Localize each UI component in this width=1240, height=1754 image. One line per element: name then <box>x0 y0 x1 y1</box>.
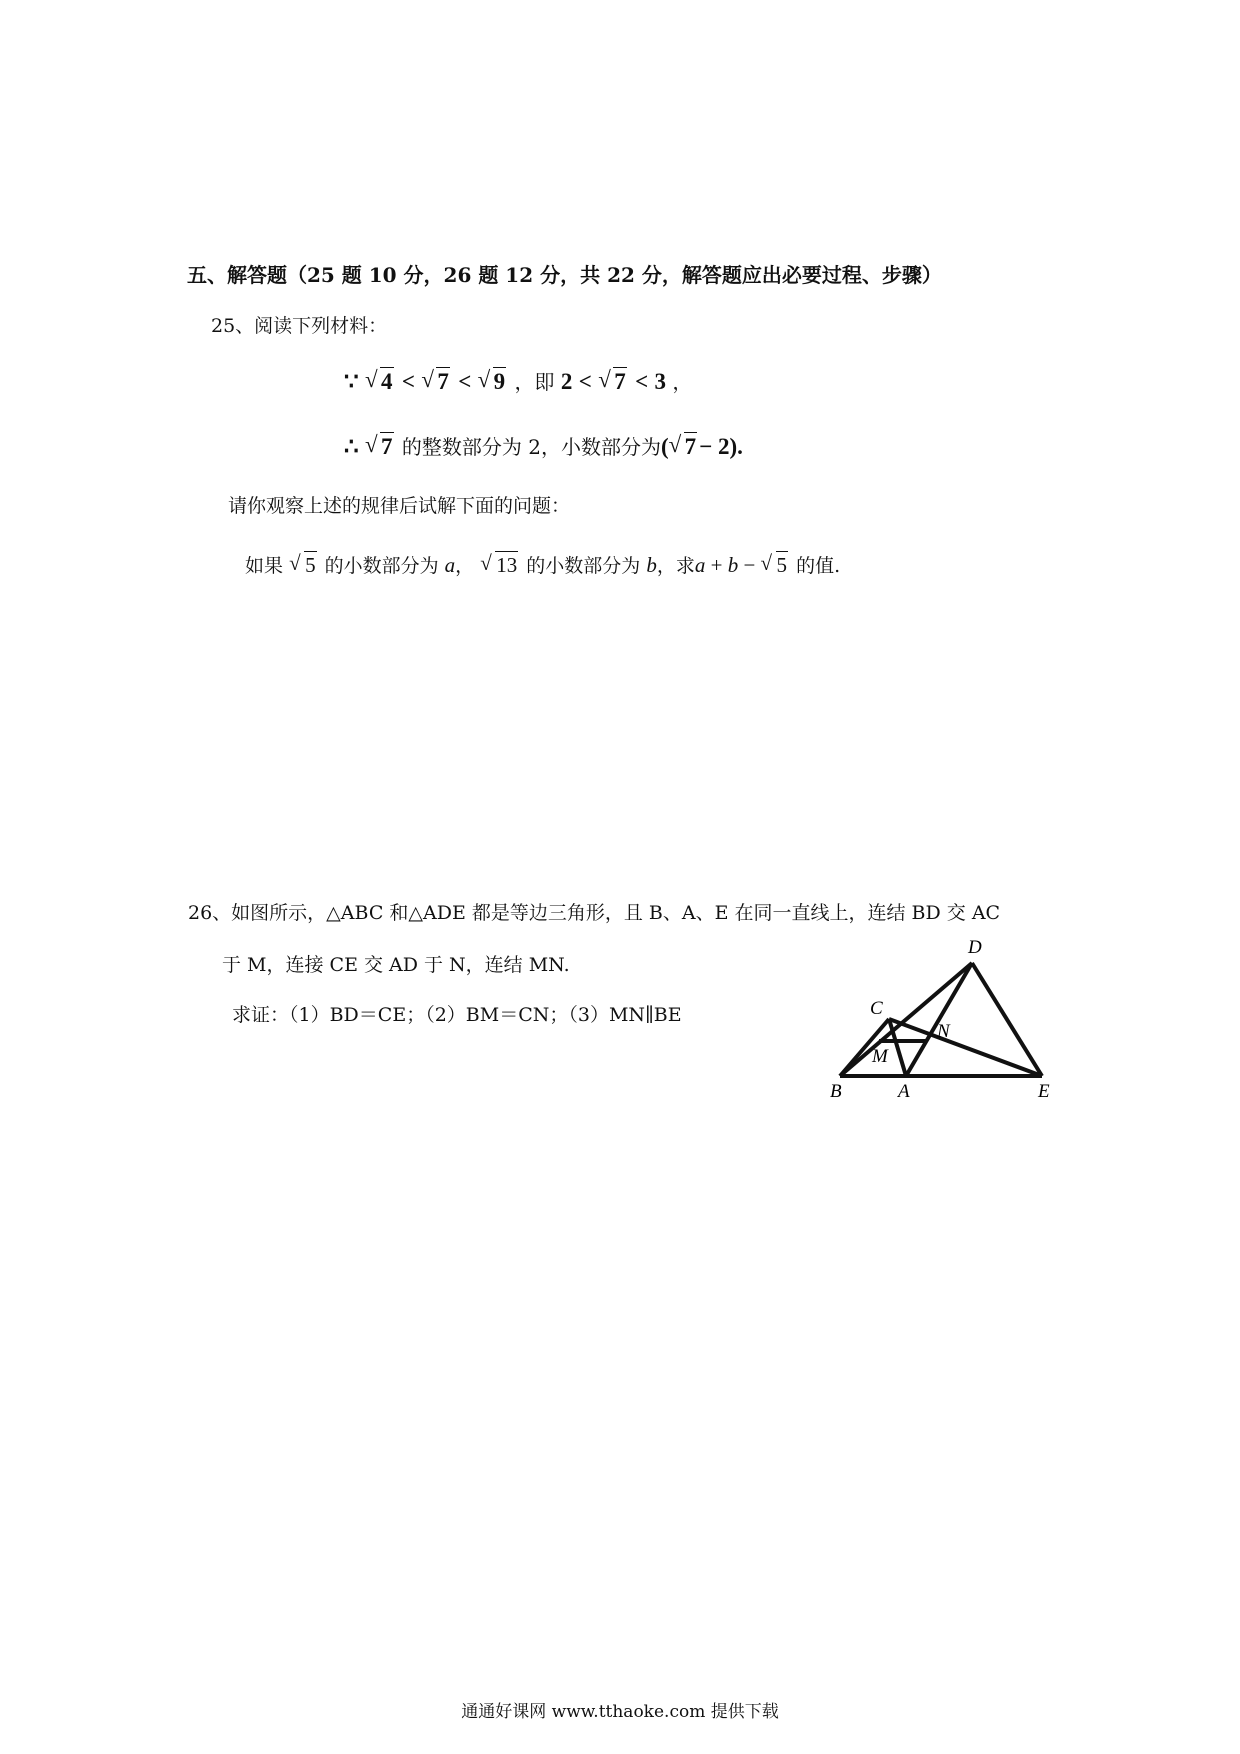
label-D: D <box>968 937 982 958</box>
sqrt-13: √ 13 <box>482 553 518 578</box>
text-decimal-a: 的小数部分为 <box>324 555 439 577</box>
minus-2: − 2 <box>699 434 730 459</box>
label-C: C <box>870 998 883 1019</box>
triangle-figure <box>820 930 1070 1110</box>
sqrt-4: √ 4 <box>367 369 394 395</box>
label-A: A <box>898 1081 910 1102</box>
text-decimal-b: 的小数部分为 <box>526 555 641 577</box>
section-heading: 五、解答题（25 题 10 分，26 题 12 分，共 22 分，解答题应出必要过程、步骤） <box>187 263 942 287</box>
sqrt-5: √ 5 <box>291 553 317 578</box>
q26-line2: 于 M，连接 CE 交 AD 于 N，连结 MN. <box>222 954 570 976</box>
line-AD <box>906 963 972 1076</box>
lt-symbol: < <box>458 369 472 394</box>
q25-line2-text: 的整数部分为 2，小数部分为 <box>401 435 661 459</box>
label-B: B <box>830 1081 842 1102</box>
comma: ， <box>672 370 693 394</box>
paren-open: ( <box>660 434 669 459</box>
text-find: ，求 <box>656 555 695 577</box>
line-DE <box>972 963 1042 1076</box>
line-BD <box>840 963 972 1076</box>
q25-line2 <box>344 431 743 460</box>
q25-instruction: 请你观察上述的规律后试解下面的问题： <box>228 495 571 517</box>
q25-question <box>245 551 840 578</box>
q26-line3: 求证：（1）BD＝CE；（2）BM＝CN；（3）MN∥BE <box>232 1004 682 1026</box>
text-if: 如果 <box>245 555 284 577</box>
lt-symbol: < <box>578 369 592 394</box>
text-value: 的值. <box>796 555 841 577</box>
q25-line1 <box>344 366 692 395</box>
label-N: N <box>937 1021 950 1042</box>
var-a: a <box>694 553 706 577</box>
page-footer: 通通好课网 www.tthaoke.com 提供下载 <box>461 1702 779 1722</box>
sqrt-7: √ 7 <box>367 434 394 460</box>
var-b: b <box>646 553 657 577</box>
label-M: M <box>872 1046 888 1067</box>
ji-text: ，即 <box>514 370 555 394</box>
comma: ， <box>455 555 475 577</box>
therefore-symbol: ∴ <box>344 434 359 459</box>
q26-line1: 26、如图所示，△ABC 和△ADE 都是等边三角形，且 B、A、E 在同一直线上，连结 BD 交 AC <box>188 902 1001 924</box>
plus: + <box>705 553 728 577</box>
sqrt-7: √ 7 <box>600 369 627 395</box>
number-3: 3 <box>654 369 667 394</box>
var-a: a <box>444 553 456 577</box>
number-2: 2 <box>560 369 573 394</box>
lt-symbol: < <box>401 369 415 394</box>
lt-symbol: < <box>635 369 649 394</box>
var-b: b <box>727 553 739 577</box>
q25-intro: 25、阅读下列材料： <box>211 315 388 337</box>
paren-close: ) <box>729 434 738 459</box>
label-E: E <box>1038 1081 1050 1102</box>
sqrt-7: √ 7 <box>423 369 450 395</box>
sqrt-7: √ 7 <box>671 434 698 460</box>
period: . <box>737 434 743 459</box>
sqrt-9: √ 9 <box>480 369 507 395</box>
minus: − <box>738 553 761 577</box>
because-symbol: ∵ <box>344 369 359 394</box>
sqrt-5: √ 5 <box>763 553 789 578</box>
